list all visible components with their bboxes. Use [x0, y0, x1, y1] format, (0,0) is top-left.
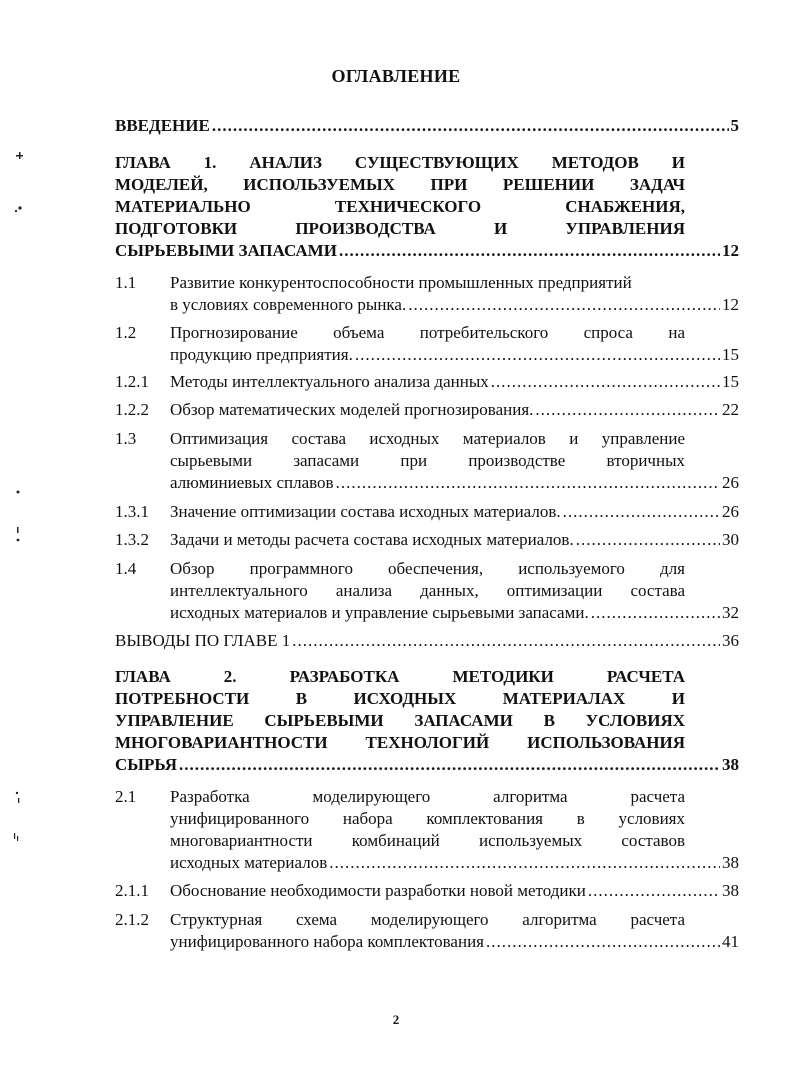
entry-page: 15	[722, 372, 739, 391]
chapter-line: ПОДГОТОВКИ ПРОИЗВОДСТВА И УПРАВЛЕНИЯ	[115, 219, 685, 238]
dot-leader	[563, 501, 720, 523]
entry-page: 12	[722, 241, 739, 260]
section-number: 1.4	[115, 559, 137, 578]
entry-label: Обзор математических моделей прогнозирования.	[170, 400, 534, 419]
entry-last-line	[170, 931, 739, 953]
dot-leader	[486, 931, 720, 953]
toc-entry-introduction[interactable]	[115, 115, 739, 137]
entry-page: 41	[722, 932, 739, 951]
entry-last-line	[170, 602, 739, 624]
entry-label: Значение оптимизации состава исходных материалов.	[170, 502, 561, 521]
chapter-line: МАТЕРИАЛЬНО ТЕХНИЧЕСКОГО СНАБЖЕНИЯ,	[115, 197, 685, 216]
section-number: 2.1	[115, 787, 137, 806]
chapter-line: МНОГОВАРИАНТНОСТИ ТЕХНОЛОГИЙ ИСПОЛЬЗОВАНИЯ	[115, 733, 685, 752]
entry-label: СЫРЬЕВЫМИ ЗАПАСАМИ	[115, 241, 337, 260]
entry-label: Задачи и методы расчета состава исходных материалов.	[170, 530, 574, 549]
entry-label: продукцию предприятия.	[170, 345, 353, 364]
entry-page: 15	[722, 345, 739, 364]
dot-leader	[212, 115, 729, 137]
section-number: 1.1	[115, 273, 137, 292]
entry-line: сырьевыми запасами при производстве вторичных	[170, 451, 685, 470]
toc-title: ОГЛАВЛЕНИЕ	[331, 66, 461, 86]
chapter-line: УПРАВЛЕНИЕ СЫРЬЕВЫМИ ЗАПАСАМИ В УСЛОВИЯХ	[115, 711, 685, 730]
entry-label: унифицированного набора комплектования	[170, 932, 484, 951]
entry-page: 38	[722, 755, 739, 774]
dot-leader	[491, 371, 720, 393]
section-number: 2.1.1	[115, 881, 149, 900]
entry-last-line	[170, 880, 739, 902]
entry-last-line	[170, 852, 739, 874]
entry-page: 38	[722, 853, 739, 872]
dot-leader	[588, 880, 720, 902]
entry-label: алюминиевых сплавов	[170, 473, 334, 492]
entry-line: Развитие конкурентоспособности промышленных предприятий	[170, 273, 632, 292]
entry-line: интеллектуального анализа данных, оптимизации состава	[170, 581, 685, 600]
entry-line: Обзор программного обеспечения, используемого для	[170, 559, 685, 578]
entry-last-line	[170, 529, 739, 551]
entry-page: 38	[722, 881, 739, 900]
entry-label: СЫРЬЯ	[115, 755, 177, 774]
dot-leader	[355, 344, 720, 366]
dot-leader	[329, 852, 720, 874]
scan-artifacts	[0, 0, 60, 860]
entry-page: 26	[722, 473, 739, 492]
margin-specks	[14, 152, 23, 841]
dot-leader	[336, 472, 720, 494]
dot-leader	[535, 399, 720, 421]
entry-label: ВЫВОДЫ ПО ГЛАВЕ 1	[115, 631, 291, 650]
entry-page: 12	[722, 295, 739, 314]
entry-last-line	[170, 399, 739, 421]
section-number: 1.3.2	[115, 530, 149, 549]
entry-page: 32	[722, 603, 739, 622]
dot-leader	[591, 602, 720, 624]
dot-leader	[576, 529, 720, 551]
entry-line: Разработка моделирующего алгоритма расчета	[170, 787, 685, 806]
chapter-line: ГЛАВА 2. РАЗРАБОТКА МЕТОДИКИ РАСЧЕТА	[115, 667, 685, 686]
entry-line: многовариантности комбинаций используемых составов	[170, 831, 685, 850]
entry-last-line	[170, 501, 739, 523]
dot-leader	[179, 754, 720, 776]
dot-leader	[339, 240, 720, 262]
chapter-line: МОДЕЛЕЙ, ИСПОЛЬЗУЕМЫХ ПРИ РЕШЕНИИ ЗАДАЧ	[115, 175, 685, 194]
entry-label: в условиях современного рынка.	[170, 295, 407, 314]
entry-page: 26	[722, 502, 739, 521]
entry-line: унифицированного набора комплектования в условиях	[170, 809, 685, 828]
chapter-last-line	[115, 240, 739, 262]
entry-last-line	[170, 294, 739, 316]
section-number: 1.3	[115, 429, 137, 448]
section-number: 1.2.2	[115, 400, 149, 419]
chapter-last-line	[115, 754, 739, 776]
entry-last-line	[170, 472, 739, 494]
entry-page: 30	[722, 530, 739, 549]
entry-line: Структурная схема моделирующего алгоритма расчета	[170, 910, 685, 929]
entry-last-line	[170, 371, 739, 393]
section-number: 2.1.2	[115, 910, 149, 929]
entry-label: Обоснование необходимости разработки новой методики	[170, 881, 586, 900]
chapter-line: ГЛАВА 1. АНАЛИЗ СУЩЕСТВУЮЩИХ МЕТОДОВ И	[115, 153, 685, 172]
section-number: 1.2	[115, 323, 137, 342]
toc-entry-conclusions-1[interactable]	[115, 630, 739, 652]
page-number: 2	[392, 1012, 400, 1027]
entry-label: Методы интеллектуального анализа данных	[170, 372, 489, 391]
section-number: 1.2.1	[115, 372, 149, 391]
section-number: 1.3.1	[115, 502, 149, 521]
entry-page: 36	[722, 631, 739, 650]
entry-line: Оптимизация состава исходных материалов и управление	[170, 429, 685, 448]
entry-label: ВВЕДЕНИЕ	[115, 116, 210, 135]
entry-label: исходных материалов и управление сырьевыми запасами.	[170, 603, 589, 622]
entry-page: 22	[722, 400, 739, 419]
chapter-line: ПОТРЕБНОСТИ В ИСХОДНЫХ МАТЕРИАЛАХ И	[115, 689, 685, 708]
entry-last-line	[170, 344, 739, 366]
dot-leader	[408, 294, 720, 316]
entry-label: исходных материалов	[170, 853, 328, 872]
entry-line: Прогнозирование объема потребительского спроса на	[170, 323, 685, 342]
entry-page: 5	[730, 116, 739, 135]
dot-leader	[292, 630, 720, 652]
